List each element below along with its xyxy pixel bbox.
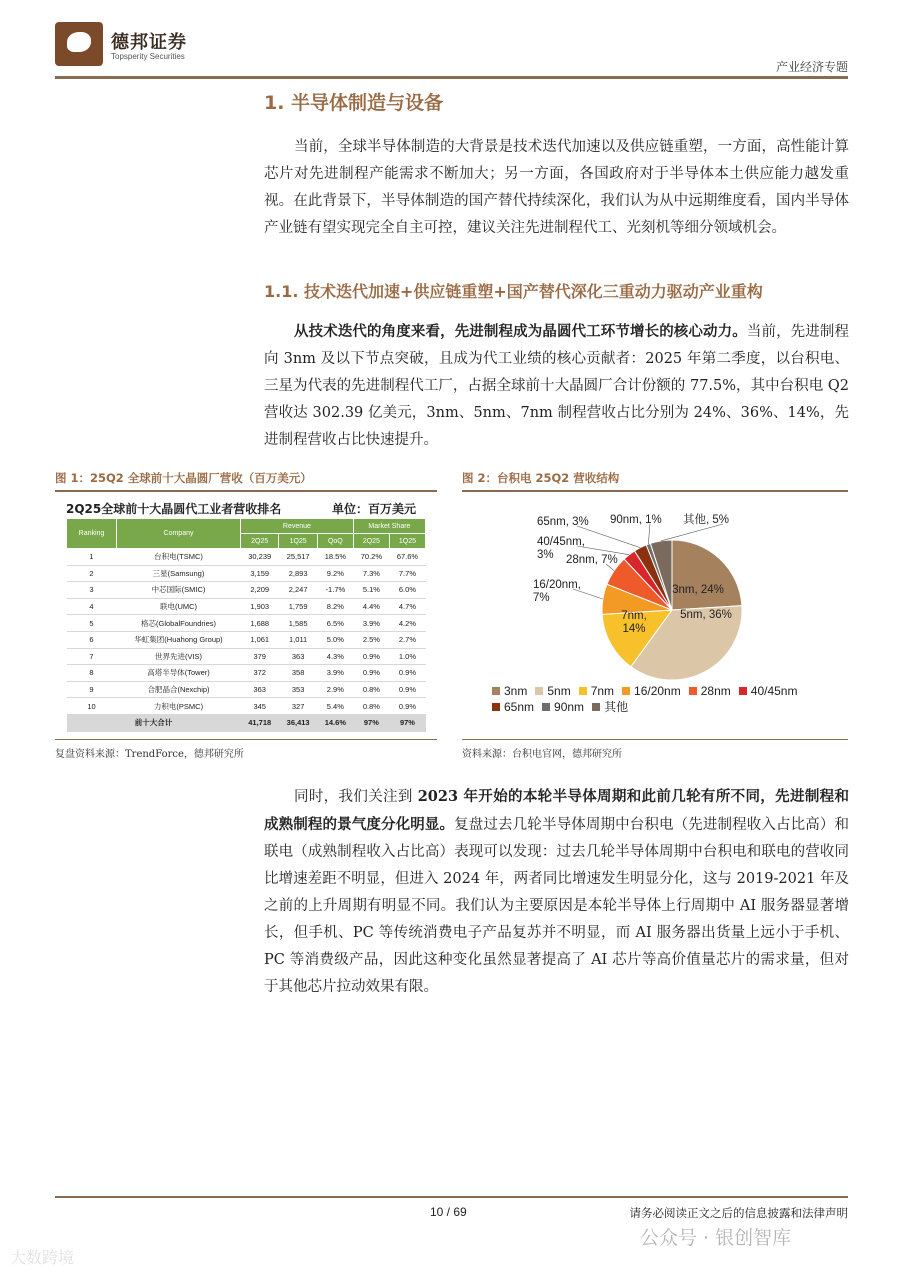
- table-row: [67, 565, 426, 582]
- table-cell-q1: 25,517: [279, 549, 317, 566]
- table-cell-ms2: 4.4%: [353, 598, 389, 615]
- table-cell-q2: 1,903: [241, 598, 279, 615]
- pie-leader-line: [661, 524, 723, 541]
- foundry-ranking-table: [66, 518, 426, 732]
- table-cell-rank: 7: [67, 648, 117, 665]
- table-cell-ms2: 0.8%: [353, 681, 389, 698]
- table-row: [67, 681, 426, 698]
- table-cell-company: 中芯国际(SMIC): [117, 582, 241, 599]
- table-cell-qoq: 5.0%: [317, 631, 353, 648]
- table-cell-q2: 1,061: [241, 631, 279, 648]
- pie-data-label: 28nm, 7%: [566, 554, 618, 566]
- pie-data-label: 65nm, 3%: [537, 516, 589, 528]
- table-title: 2Q25全球前十大晶圆代工业者营收排名: [66, 502, 282, 516]
- pie-data-label: 3nm, 24%: [672, 584, 724, 596]
- header-ranking: Ranking: [67, 519, 117, 549]
- figure2-bottom-rule: [462, 739, 848, 740]
- report-type: 产业经济专题: [775, 60, 848, 74]
- table-cell-q1: 1,585: [279, 615, 317, 632]
- legend-item: [622, 683, 681, 699]
- table-cell-rank: 4: [67, 598, 117, 615]
- paragraph-cycle: [264, 783, 849, 1001]
- legend-item: [579, 683, 614, 699]
- table-cell-q2: 3,159: [241, 565, 279, 582]
- table-cell-company: 合肥晶合(Nexchip): [117, 681, 241, 698]
- legend-swatch: [739, 687, 747, 695]
- table-cell-label: 前十大合计: [67, 714, 241, 731]
- table-total-row: [67, 714, 426, 731]
- legend-swatch: [689, 687, 697, 695]
- pie-data-label: 5nm, 36%: [680, 609, 732, 621]
- legend-label: 65nm: [504, 700, 535, 714]
- section-heading: 1. 半导体制造与设备: [264, 92, 444, 114]
- brand-name: 德邦证券: [111, 32, 187, 53]
- table-cell-qoq: 9.2%: [317, 565, 353, 582]
- figure2-caption: 图 2：台积电 25Q2 营收结构: [462, 471, 620, 485]
- table-cell-q1: 358: [279, 665, 317, 682]
- table-cell-company: 世界先进(VIS): [117, 648, 241, 665]
- legend-label: 3nm: [504, 684, 528, 698]
- legend-item: [542, 699, 584, 715]
- watermark: 公众号 · 银创智库: [640, 1227, 792, 1249]
- figure1-rule: [55, 490, 437, 492]
- watermark: 大数跨境: [10, 1248, 75, 1267]
- table-cell-rank: 6: [67, 631, 117, 648]
- paragraph-lead: 同时，我们关注到: [294, 789, 418, 805]
- pie-data-label: 40/45nm, 3%: [537, 536, 585, 561]
- table-row: [67, 615, 426, 632]
- table-cell-ms2: 0.9%: [353, 648, 389, 665]
- table-cell-q2: 1,688: [241, 615, 279, 632]
- table-body: [67, 549, 426, 732]
- pie-legend: [492, 683, 842, 715]
- table-cell-ms2: 2.5%: [353, 631, 389, 648]
- pie-data-label: 7nm, 14%: [621, 610, 647, 635]
- header-rev-1q25: 1Q25: [279, 534, 317, 549]
- table-cell-ms1: 4.2%: [389, 615, 425, 632]
- table-cell-rank: 8: [67, 665, 117, 682]
- table-cell-rank: 5: [67, 615, 117, 632]
- legend-swatch: [542, 703, 550, 711]
- table-cell-ms2: 0.8%: [353, 698, 389, 715]
- table-cell-rank: 1: [67, 549, 117, 566]
- table-cell-q1: 1,759: [279, 598, 317, 615]
- table-cell-company: 台积电(TSMC): [117, 549, 241, 566]
- table-cell-company: 力积电(PSMC): [117, 698, 241, 715]
- table-cell-ms1: 2.7%: [389, 631, 425, 648]
- table-cell-ms1: 0.9%: [389, 665, 425, 682]
- table-cell-qoq: 8.2%: [317, 598, 353, 615]
- header-ms-2q25: 2Q25: [353, 534, 389, 549]
- header-revenue: Revenue: [241, 519, 354, 534]
- figure1-bottom-rule: [55, 739, 437, 740]
- header-company: Company: [117, 519, 241, 549]
- table-cell-q2: 345: [241, 698, 279, 715]
- table-cell-ms1: 0.9%: [389, 698, 425, 715]
- pie-leader-line: [577, 526, 640, 548]
- pie-data-label: 16/20nm, 7%: [533, 579, 581, 604]
- header-divider: [55, 76, 848, 79]
- table-row: [67, 549, 426, 566]
- figure2-rule: [462, 490, 848, 492]
- table-cell-q2: 41,718: [241, 714, 279, 731]
- table-cell-q2: 379: [241, 648, 279, 665]
- legend-item: [492, 699, 534, 715]
- legend-swatch: [622, 687, 630, 695]
- legend-swatch: [492, 687, 500, 695]
- table-cell-ms1: 67.6%: [389, 549, 425, 566]
- pie-data-label: 90nm, 1%: [610, 514, 662, 526]
- table-cell-ms2: 7.3%: [353, 565, 389, 582]
- table-row: [67, 582, 426, 599]
- legend-item: [689, 683, 731, 699]
- header-rev-2q25: 2Q25: [241, 534, 279, 549]
- table-cell-rank: 9: [67, 681, 117, 698]
- table-cell-ms1: 7.7%: [389, 565, 425, 582]
- table-cell-ms1: 1.0%: [389, 648, 425, 665]
- brand-name-en: Topsperity Securities: [111, 52, 185, 61]
- brand-logo-mark: [55, 22, 103, 66]
- pie-slice-0: [672, 540, 742, 610]
- paragraph-tech-iteration: [264, 318, 849, 454]
- table-cell-q2: 363: [241, 681, 279, 698]
- legend-item: [535, 683, 570, 699]
- legend-label: 28nm: [700, 684, 731, 698]
- table-cell-ms1: 0.9%: [389, 681, 425, 698]
- table-row: [67, 648, 426, 665]
- table-cell-rank: 3: [67, 582, 117, 599]
- figure1-caption: 图 1：25Q2 全球前十大晶圆厂营收（百万美元）: [55, 471, 312, 485]
- table-cell-q2: 30,239: [241, 549, 279, 566]
- pie-data-label: 其他, 5%: [683, 514, 730, 526]
- paragraph-bold-lead: 从技术迭代的角度来看，先进制程成为晶圆代工环节增长的核心动力。: [294, 323, 747, 340]
- table-row: [67, 665, 426, 682]
- table-cell-q2: 2,209: [241, 582, 279, 599]
- table-cell-q2: 372: [241, 665, 279, 682]
- table-cell-qoq: 4.3%: [317, 648, 353, 665]
- legend-label: 16/20nm: [634, 684, 681, 698]
- table-cell-company: 华虹集团(Huahong Group): [117, 631, 241, 648]
- table-cell-qoq: 3.9%: [317, 665, 353, 682]
- header-qoq: QoQ: [317, 534, 353, 549]
- subsection-heading: 1.1. 技术迭代加速+供应链重塑+国产替代深化三重动力驱动产业重构: [264, 282, 763, 301]
- legal-notice: 请务必阅读正文之后的信息披露和法律声明: [629, 1206, 848, 1220]
- legend-swatch: [492, 703, 500, 711]
- footer-divider: [55, 1196, 848, 1198]
- legend-item: [592, 699, 628, 715]
- legend-swatch: [579, 687, 587, 695]
- table-cell-q1: 2,247: [279, 582, 317, 599]
- legend-swatch: [535, 687, 543, 695]
- table-cell-q1: 327: [279, 698, 317, 715]
- header-market-share: Market Share: [353, 519, 425, 534]
- table-cell-company: 格芯(GlobalFoundries): [117, 615, 241, 632]
- table-cell-ms1: 97%: [389, 714, 425, 731]
- table-cell-ms2: 3.9%: [353, 615, 389, 632]
- table-cell-rank: 10: [67, 698, 117, 715]
- legend-label: 7nm: [590, 684, 615, 698]
- paragraph-bold-lead: 2023 年开始的本轮半导体周期和此前几轮有所不同，先进制程和成熟制程的景气度分化明显。: [264, 788, 850, 833]
- table-cell-qoq: 5.4%: [317, 698, 353, 715]
- table-cell-ms2: 70.2%: [353, 549, 389, 566]
- table-cell-company: 三星(Samsung): [117, 565, 241, 582]
- table-cell-q1: 36,413: [279, 714, 317, 731]
- intro-paragraph: 当前，全球半导体制造的大背景是技术迭代加速以及供应链重塑，一方面，高性能计算芯片对先进制程产能需求不断加大；另一方面，各国政府对于半导体本土供应能力越发重视。在此背景下，半导体制造的国产替代持续深化，我们认为从中远期维度看，国内半导体产业链有望实现完全自主可控，建议关注先进制程代工、光刻机等细分领域机会。: [264, 139, 849, 236]
- table-cell-company: 高塔半导体(Tower): [117, 665, 241, 682]
- table-cell-ms1: 4.7%: [389, 598, 425, 615]
- header-ms-1q25: 1Q25: [389, 534, 425, 549]
- legend-label: 5nm: [547, 684, 571, 698]
- table-cell-rank: 2: [67, 565, 117, 582]
- table-row: [67, 631, 426, 648]
- brand-logo: [55, 22, 225, 72]
- revenue-pie-chart: [462, 500, 848, 680]
- legend-label: 40/45nm: [750, 684, 798, 698]
- figure1-source: 复盘资料来源：TrendForce，德邦研究所: [55, 749, 244, 760]
- table-cell-company: 联电(UMC): [117, 598, 241, 615]
- paragraph-body: 复盘过去几轮半导体周期中台积电（先进制程收入占比高）和联电（成熟制程收入占比高）表现可以发现：过去几轮半导体周期中台积电和联电的营收同比增速差距不明显，但进入 2024 年，两者同比增速发生明显分化，这与 2019-2021 年及之前的上升周期有明显不同。我们认为主要原因是本轮半导体上行周期中 AI 服务器显著增长，但手机、PC 等传统消费电子产品复苏并不明显，而 AI 服务器出货量上远小于手机、PC 等消费级产品，因此这种变化虽然显著提高了 AI 芯片等高价值量芯片的需求量，但对于其他芯片拉动效果有限。: [264, 817, 850, 995]
- paragraph-body: 当前，先进制程向 3nm 及以下节点突破，且成为代工业绩的核心贡献者：2025 年第二季度，以台积电、三星为代表的先进制程代工厂，占据全球前十大晶圆厂合计份额的 77.5%，其中台积电 Q2 营收达 302.39 亿美元，3nm、5nm、7nm 制程营收占比分别为 24%、36%、14%，先进制程营收占比快速提升。: [264, 324, 850, 448]
- table-row: [67, 698, 426, 715]
- table-cell-qoq: 6.5%: [317, 615, 353, 632]
- table-cell-qoq: 14.6%: [317, 714, 353, 731]
- legend-label: 90nm: [554, 700, 585, 714]
- table-unit: 单位：百万美元: [332, 502, 417, 516]
- table-cell-q1: 363: [279, 648, 317, 665]
- pie-leader-line: [648, 524, 650, 544]
- table-cell-q1: 353: [279, 681, 317, 698]
- legend-item: [492, 683, 527, 699]
- table-cell-qoq: -1.7%: [317, 582, 353, 599]
- legend-swatch: [592, 703, 600, 711]
- table-cell-qoq: 2.9%: [317, 681, 353, 698]
- table-cell-ms1: 6.0%: [389, 582, 425, 599]
- legend-label: 其他: [604, 700, 629, 714]
- table-cell-ms2: 5.1%: [353, 582, 389, 599]
- table-cell-q1: 1,011: [279, 631, 317, 648]
- legend-item: [739, 683, 798, 699]
- page-number: 10 / 69: [430, 1205, 467, 1219]
- table-cell-ms2: 97%: [353, 714, 389, 731]
- figure2-source: 资料来源：台积电官网，德邦研究所: [462, 749, 622, 760]
- table-cell-q1: 2,893: [279, 565, 317, 582]
- table-cell-ms2: 0.9%: [353, 665, 389, 682]
- table-cell-qoq: 18.5%: [317, 549, 353, 566]
- table-row: [67, 598, 426, 615]
